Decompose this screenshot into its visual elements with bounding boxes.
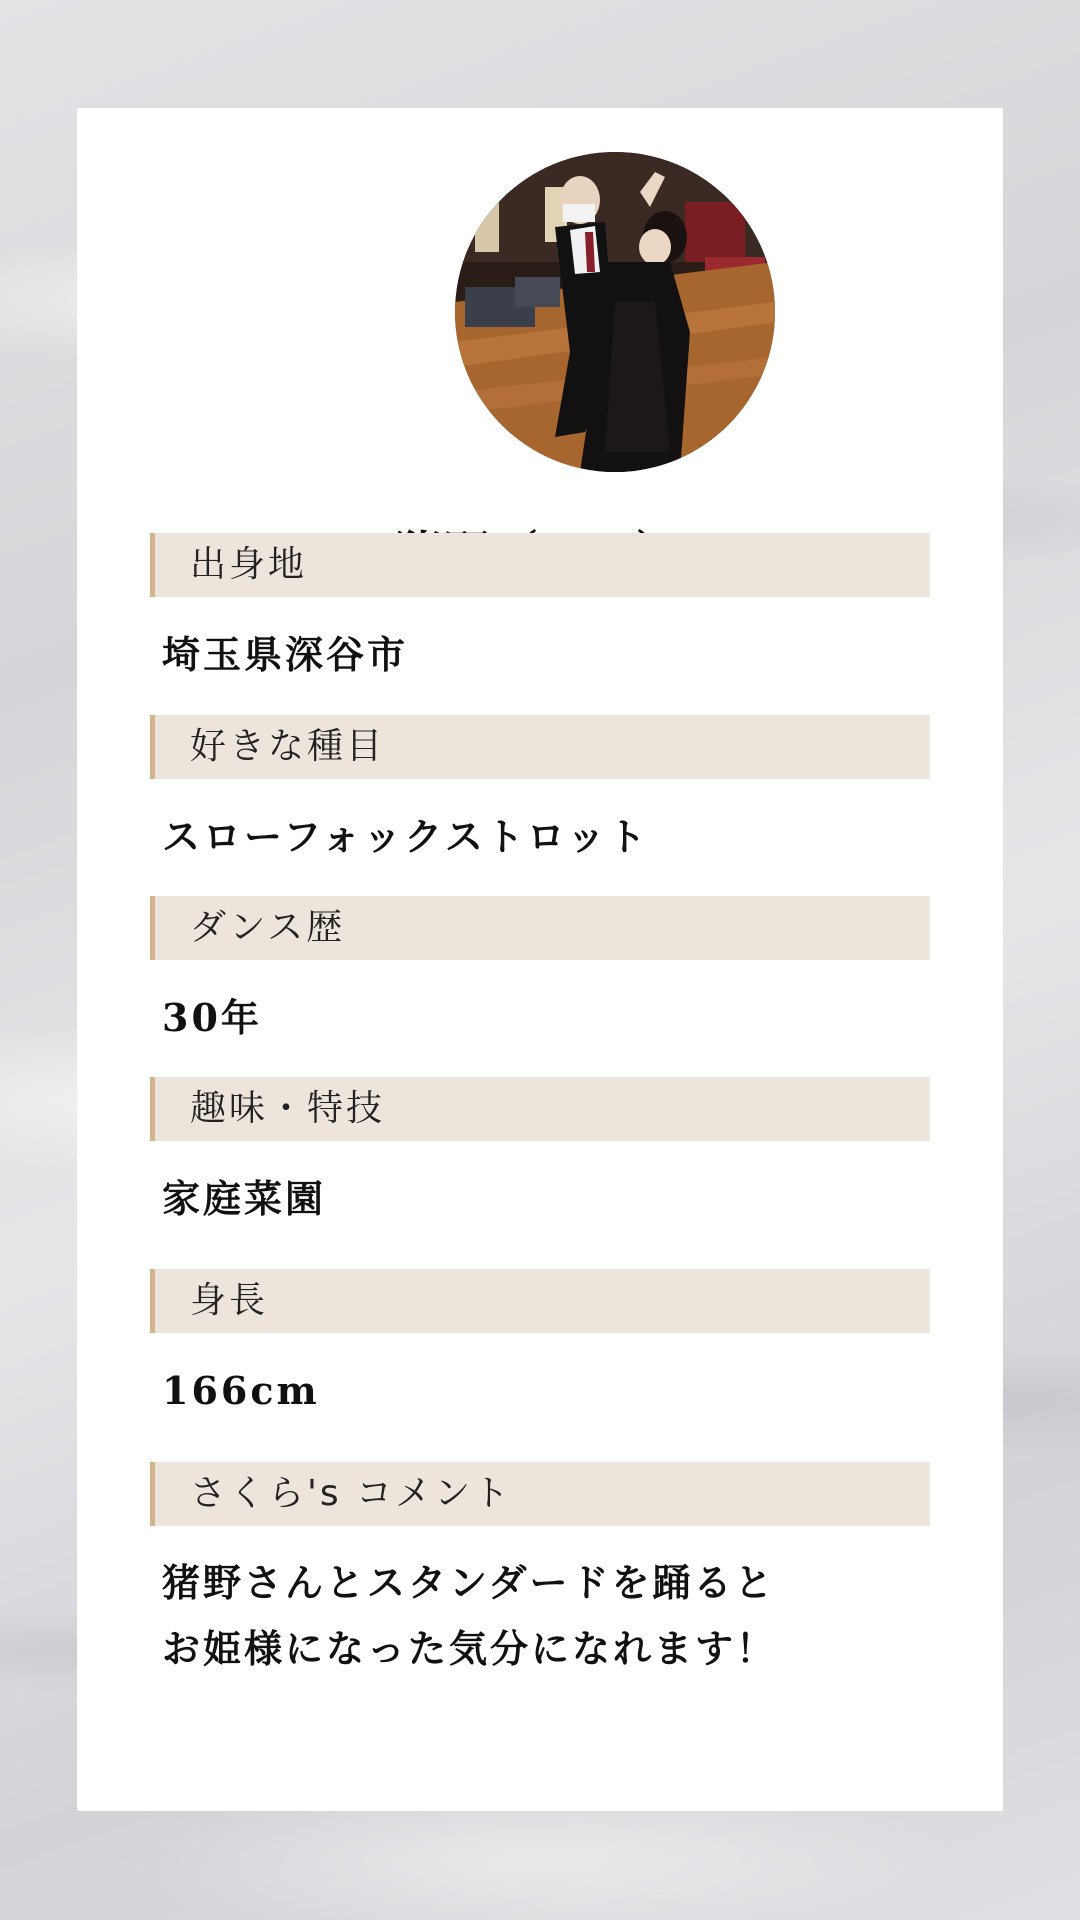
profile-card: [77, 108, 1003, 1811]
section-value-hometown: 埼玉県深谷市: [162, 632, 409, 677]
section-value-dance-career: 30年: [162, 995, 262, 1040]
section-value-hobbies: 家庭菜園: [162, 1176, 327, 1221]
profile-photo: [455, 152, 775, 472]
comment-line-1: 猪野さんとスタンダードを踊ると: [162, 1560, 776, 1605]
section-label-hobbies: 趣味・特技: [150, 1077, 930, 1141]
section-value-comment: [162, 1550, 942, 1682]
section-label-favorite-dance: 好きな種目: [150, 715, 930, 779]
section-value-favorite-dance: スローフォックストロット: [162, 814, 650, 859]
comment-line-2: お姫様になった気分になれます！: [162, 1626, 778, 1671]
section-value-height: 166cm: [162, 1368, 320, 1413]
section-label-dance-career: ダンス歴: [150, 896, 930, 960]
section-label-height: 身長: [150, 1269, 930, 1333]
section-label-comment: さくら's コメント: [150, 1462, 930, 1526]
section-label-hometown: 出身地: [150, 533, 930, 597]
